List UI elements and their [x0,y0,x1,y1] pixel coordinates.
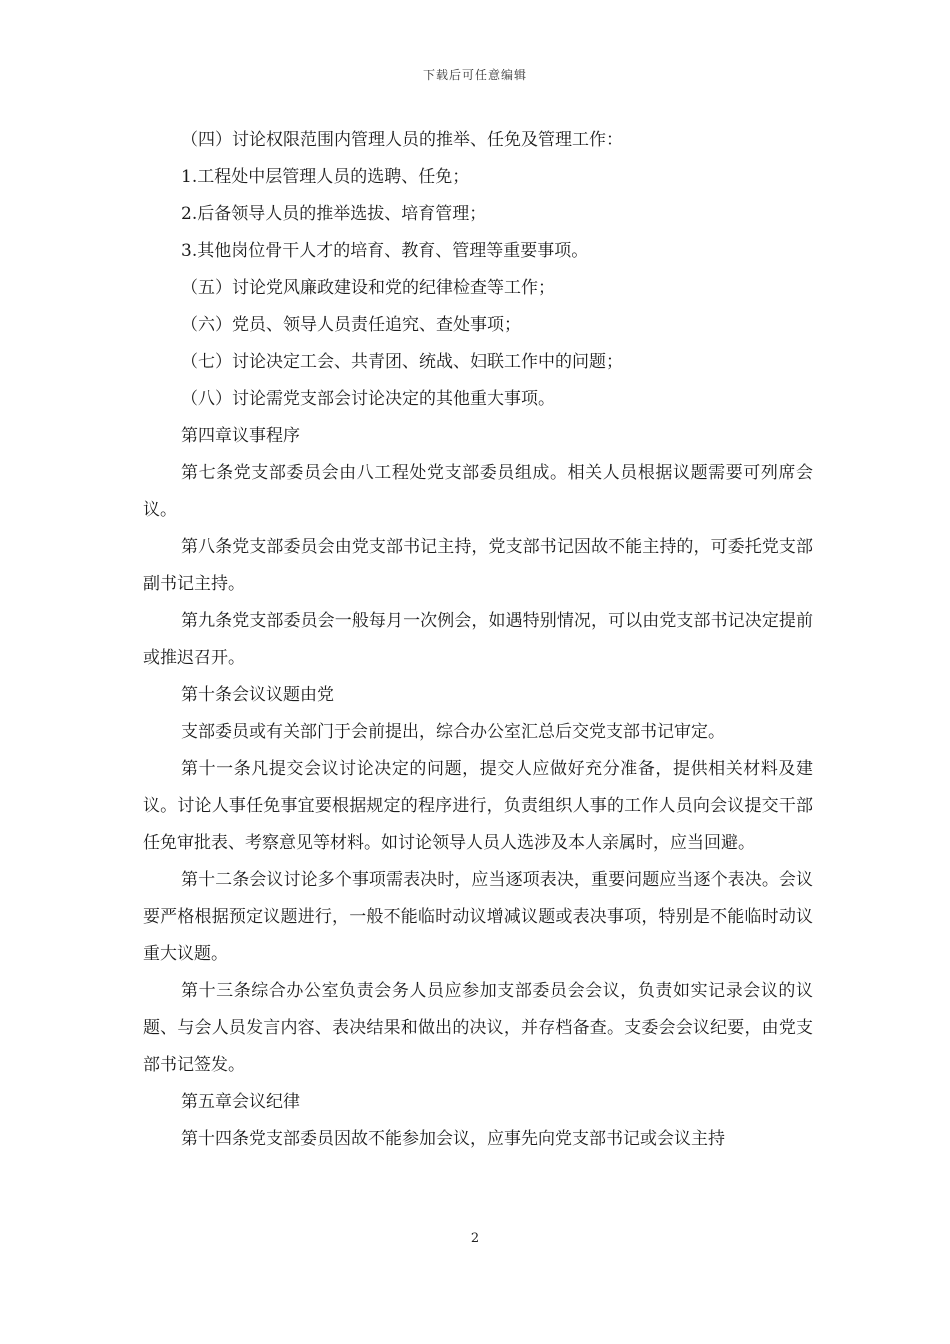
paragraph: 3.其他岗位骨干人才的培育、教育、管理等重要事项。 [181,241,589,261]
paragraph: 1.工程处中层管理人员的选聘、任免； [181,167,470,187]
paragraph: 第十二条会议讨论多个事项需表决时，应当逐项表决，重要问题应当逐个表决。会议要严格根据预定议题进行，一般不能临时动议增减议题或表决事项，特别是不能临时动议重大议题。 [143,870,813,964]
paragraph: （五）讨论党风廉政建设和党的纪律检查等工作； [181,278,555,298]
paragraph: 第七条党支部委员会由八工程处党支部委员组成。相关人员根据议题需要可列席会议。 [143,463,813,520]
paragraph: 第八条党支部委员会由党支部书记主持，党支部书记因故不能主持的，可委托党支部副书记主持。 [143,537,813,594]
chapter-heading: 第四章议事程序 [181,426,300,446]
paragraph: （七）讨论决定工会、共青团、统战、妇联工作中的问题； [181,352,623,372]
paragraph: 第十四条党支部委员因故不能参加会议，应事先向党支部书记或会议主持 [181,1129,725,1149]
page-number: 2 [470,1231,480,1246]
paragraph: 第十三条综合办公室负责会务人员应参加支部委员会会议，负责如实记录会议的议题、与会人员发言内容、表决结果和做出的决议，并存档备查。支委会会议纪要，由党支部书记签发。 [143,981,813,1075]
document-body [143,122,813,1158]
paragraph: （六）党员、领导人员责任追究、查处事项； [181,315,521,335]
paragraph: 第十一条凡提交会议讨论决定的问题，提交人应做好充分准备，提供相关材料及建议。讨论人事任免事宜要根据规定的程序进行，负责组织人事的工作人员向会议提交干部任免审批表、考察意见等材料。如讨论领导人员人选涉及本人亲属时，应当回避。 [143,759,813,853]
paragraph: 第十条会议议题由党 [181,685,334,705]
paragraph: 2.后备领导人员的推举选拔、培育管理； [181,204,487,224]
paragraph: （四）讨论权限范围内管理人员的推举、任免及管理工作： [181,130,623,150]
chapter-heading: 第五章会议纪律 [181,1092,300,1112]
page-header: 下载后可任意编辑 [422,68,527,82]
paragraph: 支部委员或有关部门于会前提出，综合办公室汇总后交党支部书记审定。 [181,722,725,742]
paragraph: 第九条党支部委员会一般每月一次例会，如遇特别情况，可以由党支部书记决定提前或推迟召开。 [143,611,813,668]
paragraph: （八）讨论需党支部会讨论决定的其他重大事项。 [181,389,555,409]
